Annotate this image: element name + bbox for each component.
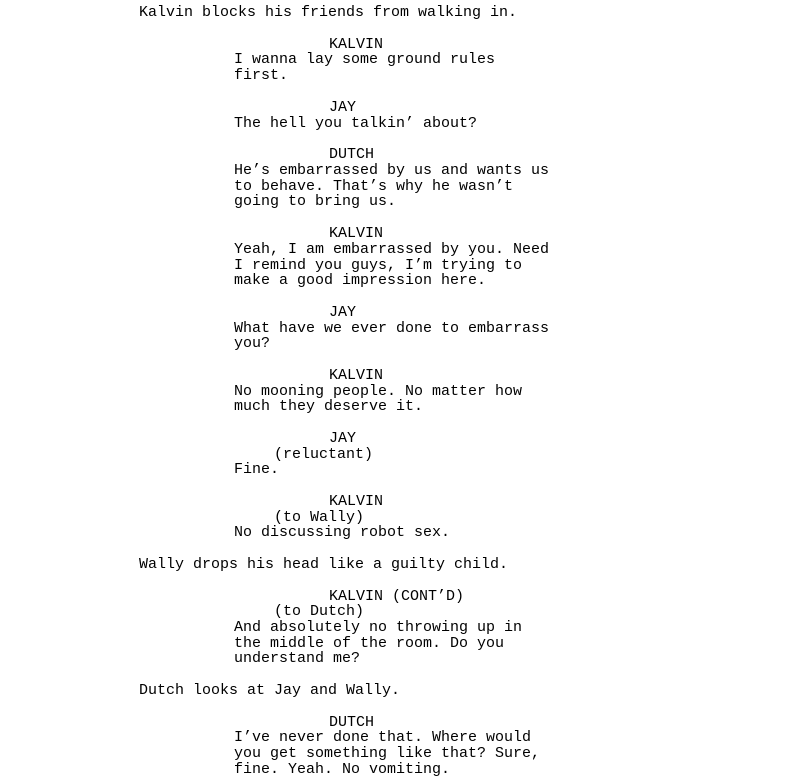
dialogue-line: I remind you guys, I’m trying to xyxy=(234,257,523,274)
dialogue-line: No mooning people. No matter how xyxy=(234,383,523,400)
character-name: JAY xyxy=(329,99,357,116)
dialogue-line: The hell you talkin’ about? xyxy=(234,115,478,132)
dialogue-line: going to bring us. xyxy=(234,193,397,210)
dialogue-line: He’s embarrassed by us and wants us xyxy=(234,162,550,179)
character-name: KALVIN xyxy=(329,225,384,242)
action-line: Dutch looks at Jay and Wally. xyxy=(139,682,401,699)
dialogue-line: Yeah, I am embarrassed by you. Need xyxy=(234,241,550,258)
character-name: KALVIN xyxy=(329,367,384,384)
dialogue-line: Fine. xyxy=(234,461,280,478)
character-name: DUTCH xyxy=(329,146,375,163)
action-line: Kalvin blocks his friends from walking in. xyxy=(139,4,518,21)
dialogue-line: fine. Yeah. No vomiting. xyxy=(234,761,451,778)
dialogue-line: And absolutely no throwing up in xyxy=(234,619,523,636)
dialogue-line: make a good impression here. xyxy=(234,272,487,289)
character-name: JAY xyxy=(329,304,357,321)
dialogue-line: I’ve never done that. Where would xyxy=(234,729,532,746)
character-name: KALVIN xyxy=(329,493,384,510)
dialogue-line: understand me? xyxy=(234,650,361,667)
dialogue-line: first. xyxy=(234,67,289,84)
dialogue-line: you? xyxy=(234,335,271,352)
character-name: KALVIN (CONT’D) xyxy=(329,588,465,605)
dialogue-line: much they deserve it. xyxy=(234,398,424,415)
parenthetical: (reluctant) xyxy=(274,446,374,463)
dialogue-line: I wanna lay some ground rules xyxy=(234,51,496,68)
dialogue-line: What have we ever done to embarrass xyxy=(234,320,550,337)
dialogue-line: the middle of the room. Do you xyxy=(234,635,505,652)
parenthetical: (to Wally) xyxy=(274,509,365,526)
parenthetical: (to Dutch) xyxy=(274,603,365,620)
dialogue-line: No discussing robot sex. xyxy=(234,524,451,541)
character-name: JAY xyxy=(329,430,357,447)
dialogue-line: to behave. That’s why he wasn’t xyxy=(234,178,514,195)
character-name: DUTCH xyxy=(329,714,375,731)
dialogue-line: you get something like that? Sure, xyxy=(234,745,541,762)
action-line: Wally drops his head like a guilty child. xyxy=(139,556,509,573)
character-name: KALVIN xyxy=(329,36,384,53)
